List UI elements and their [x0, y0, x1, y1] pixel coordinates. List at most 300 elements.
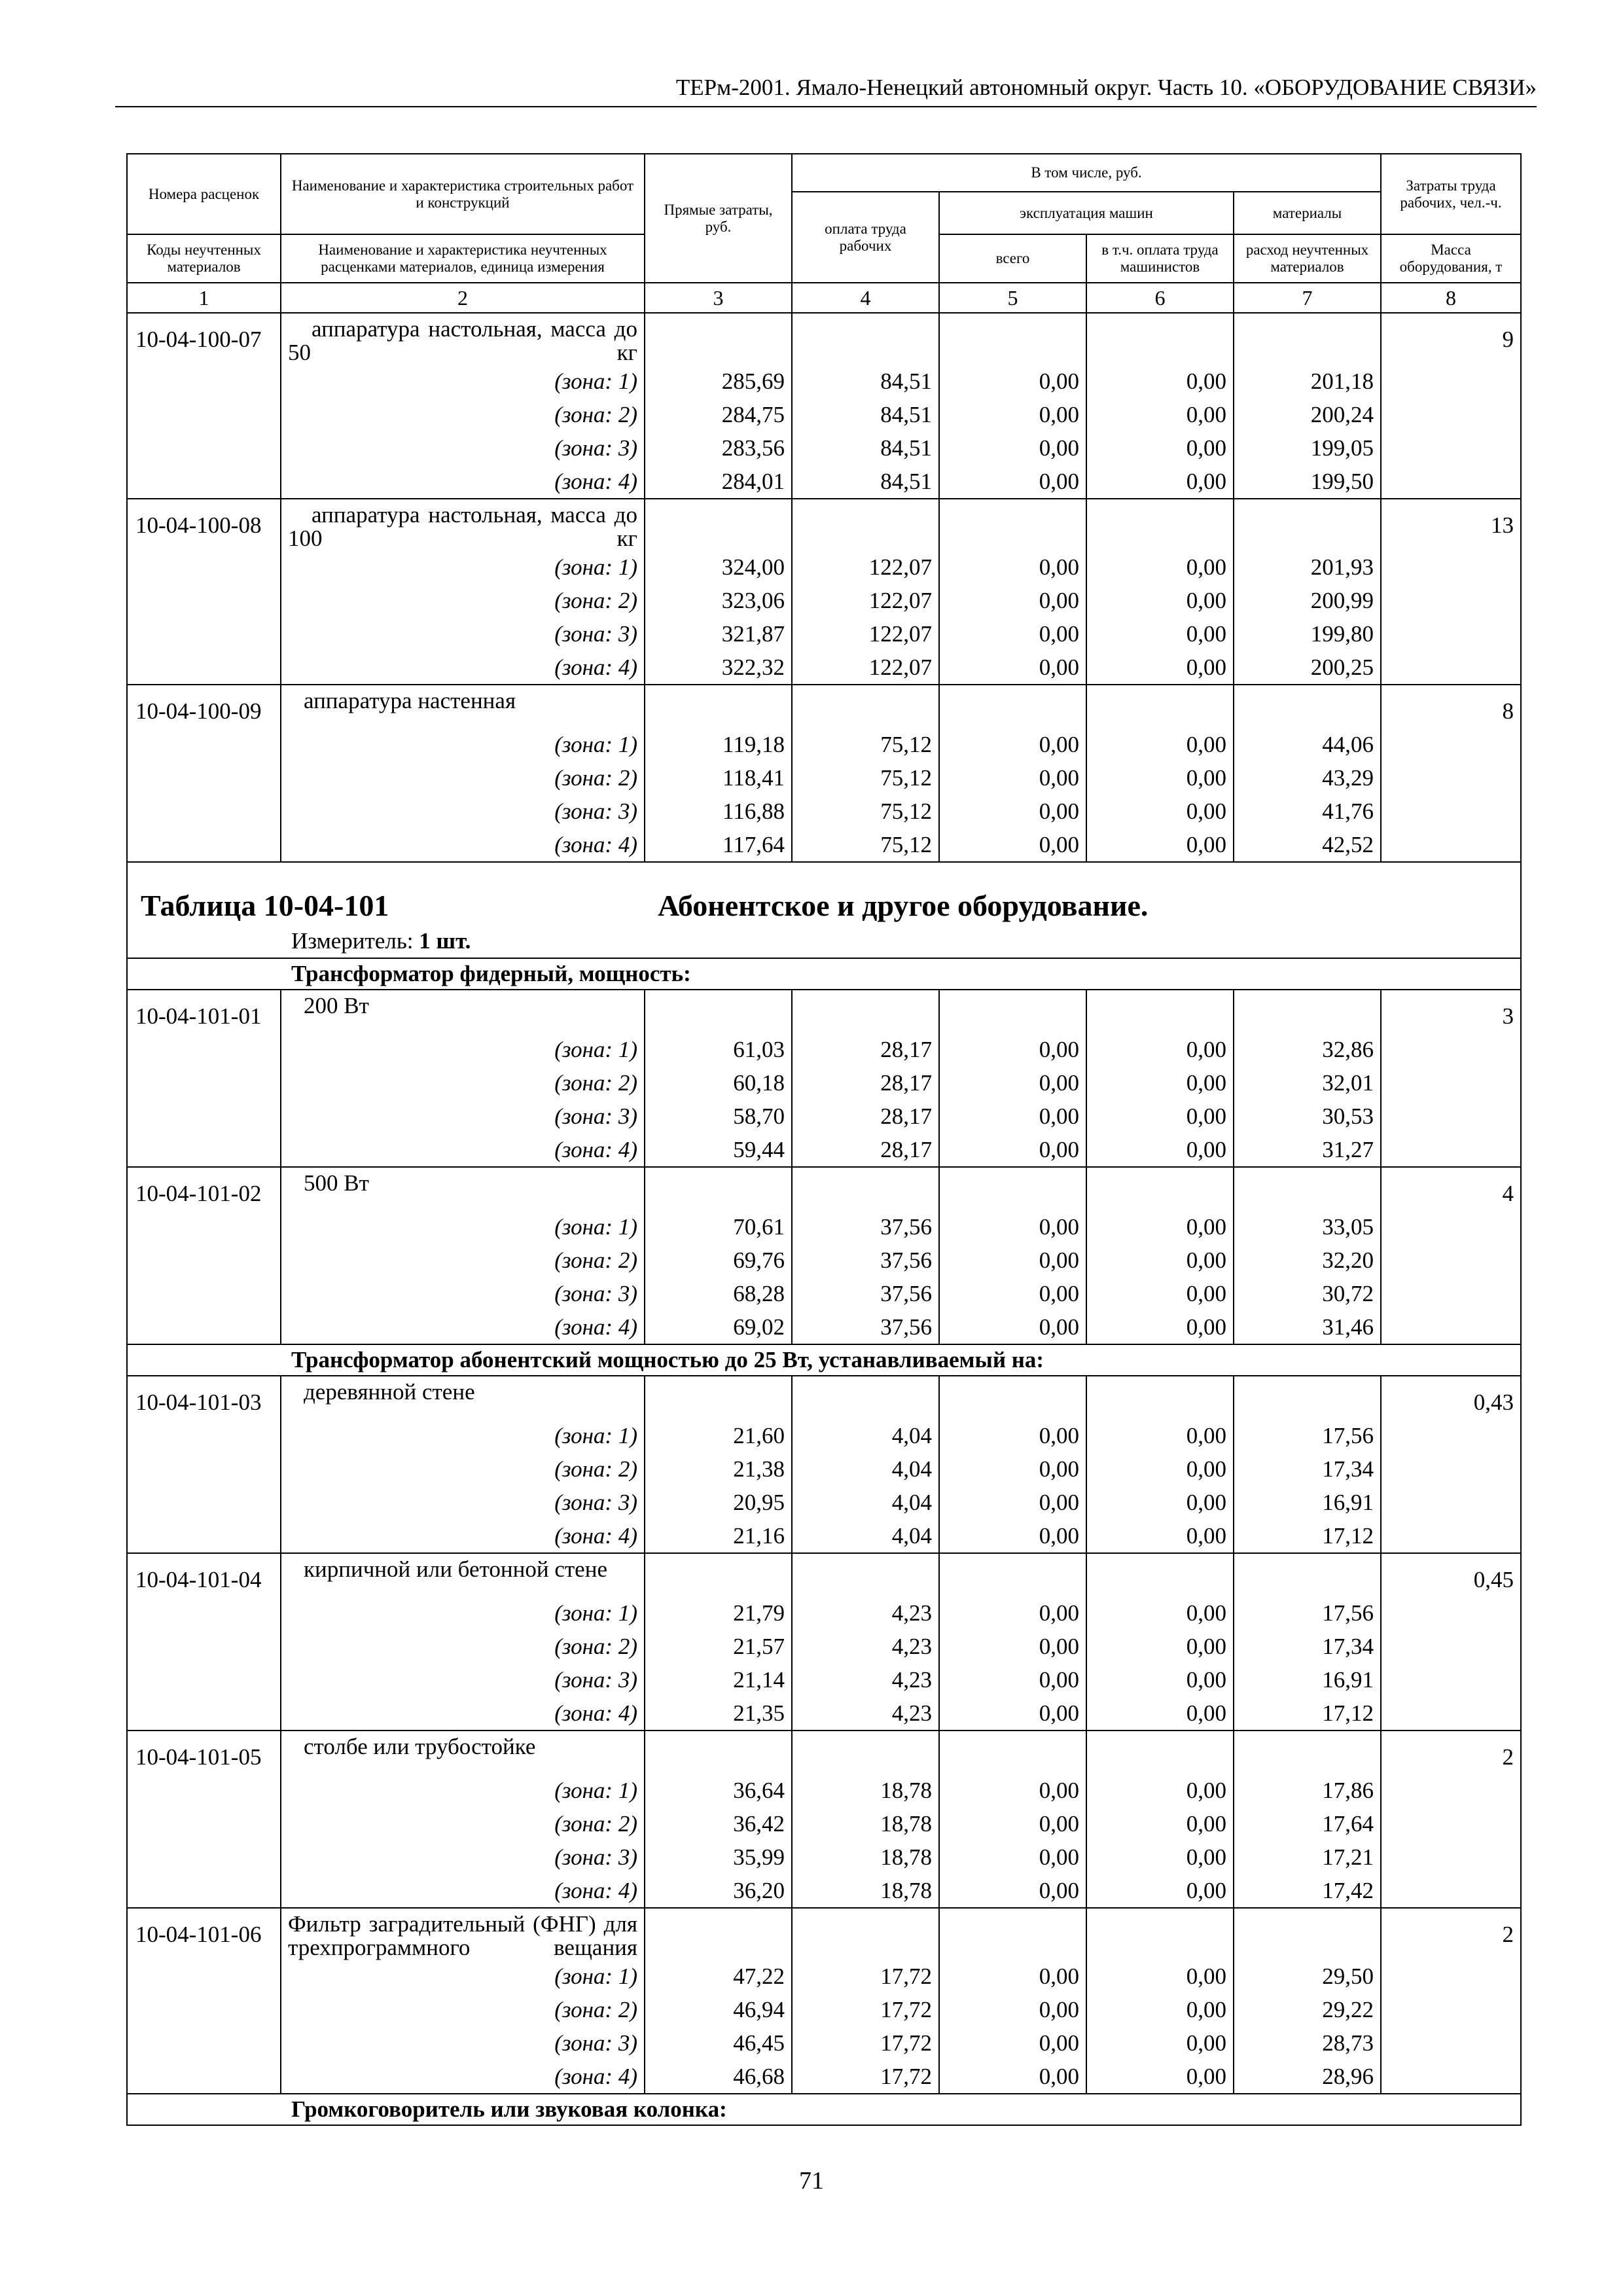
empty-cell: [127, 1310, 281, 1344]
machines-pay: 0,00: [1086, 431, 1234, 465]
empty-cell: [645, 499, 792, 550]
zone-label: (зона: 1): [281, 1419, 645, 1452]
direct-costs: 322,32: [645, 651, 792, 685]
zone-label: (зона: 4): [281, 1133, 645, 1167]
col-material-codes: Коды неучтенных материалов: [127, 234, 281, 283]
labor-pay: 122,07: [792, 584, 939, 617]
empty-cell: [1381, 584, 1521, 617]
materials: 41,76: [1234, 795, 1381, 828]
zone-label: (зона: 4): [281, 1874, 645, 1908]
labor-pay: 28,17: [792, 1033, 939, 1066]
direct-costs: 68,28: [645, 1277, 792, 1310]
direct-costs: 21,16: [645, 1519, 792, 1553]
labor-costs: 0,45: [1381, 1553, 1521, 1596]
machines-total: 0,00: [939, 617, 1086, 651]
materials: 201,93: [1234, 550, 1381, 584]
zone-label: (зона: 2): [281, 1452, 645, 1486]
rate-code: 10-04-100-07: [127, 313, 281, 365]
labor-costs: 2: [1381, 1731, 1521, 1774]
empty-cell: [127, 465, 281, 499]
col-machines-pay: в т.ч. оплата труда машинистов: [1086, 234, 1234, 283]
empty-cell: [939, 313, 1086, 365]
empty-cell: [1381, 1630, 1521, 1663]
empty-cell: [1381, 1133, 1521, 1167]
direct-costs: 36,20: [645, 1874, 792, 1908]
zone-row: [127, 365, 1521, 398]
labor-pay: 75,12: [792, 761, 939, 795]
machines-pay: 0,00: [1086, 1960, 1234, 1993]
zone-row: [127, 1277, 1521, 1310]
rate-item-row: [127, 685, 1521, 728]
zone-row: [127, 1630, 1521, 1663]
materials: 17,42: [1234, 1874, 1381, 1908]
materials: 32,86: [1234, 1033, 1381, 1066]
machines-total: 0,00: [939, 1210, 1086, 1244]
empty-cell: [127, 651, 281, 685]
zone-label: (зона: 1): [281, 1033, 645, 1066]
empty-cell: [939, 1731, 1086, 1774]
empty-cell: [1381, 761, 1521, 795]
rate-name: аппаратура настольная, масса до 50 кг: [288, 316, 637, 365]
direct-costs: 61,03: [645, 1033, 792, 1066]
meter-label: Измеритель:: [291, 928, 414, 954]
labor-pay: 28,17: [792, 1133, 939, 1167]
machines-total: 0,00: [939, 2060, 1086, 2094]
materials: 44,06: [1234, 728, 1381, 761]
zone-row: [127, 1874, 1521, 1908]
machines-pay: 0,00: [1086, 1774, 1234, 1807]
machines-total: 0,00: [939, 728, 1086, 761]
machines-total: 0,00: [939, 550, 1086, 584]
empty-cell: [127, 550, 281, 584]
empty-cell: [1381, 1244, 1521, 1277]
materials: 30,72: [1234, 1277, 1381, 1310]
labor-pay: 4,04: [792, 1519, 939, 1553]
materials: 32,20: [1234, 1244, 1381, 1277]
empty-cell: [1381, 1840, 1521, 1874]
materials: 16,91: [1234, 1486, 1381, 1519]
labor-pay: 122,07: [792, 617, 939, 651]
empty-cell: [792, 1167, 939, 1210]
empty-cell: [127, 1663, 281, 1696]
empty-cell: [1234, 1731, 1381, 1774]
materials: 42,52: [1234, 828, 1381, 862]
empty-cell: [127, 398, 281, 431]
direct-costs: 284,75: [645, 398, 792, 431]
labor-pay: 4,04: [792, 1452, 939, 1486]
machines-pay: 0,00: [1086, 1244, 1234, 1277]
empty-cell: [645, 1167, 792, 1210]
direct-costs: 117,64: [645, 828, 792, 862]
empty-cell: [1381, 1277, 1521, 1310]
header-rule: [115, 106, 1537, 107]
machines-total: 0,00: [939, 1596, 1086, 1630]
empty-cell: [127, 728, 281, 761]
empty-cell: [127, 1066, 281, 1100]
materials: 16,91: [1234, 1663, 1381, 1696]
direct-costs: 321,87: [645, 617, 792, 651]
direct-costs: 20,95: [645, 1486, 792, 1519]
labor-pay: 28,17: [792, 1100, 939, 1133]
materials: 199,80: [1234, 617, 1381, 651]
column-number: 3: [645, 283, 792, 313]
empty-cell: [645, 1553, 792, 1596]
labor-costs: 3: [1381, 990, 1521, 1033]
zone-row: [127, 1663, 1521, 1696]
col-materials: материалы: [1234, 192, 1381, 234]
zone-label: (зона: 2): [281, 398, 645, 431]
empty-cell: [1086, 685, 1234, 728]
machines-total: 0,00: [939, 584, 1086, 617]
labor-costs: 4: [1381, 1167, 1521, 1210]
machines-pay: 0,00: [1086, 1066, 1234, 1100]
labor-pay: 84,51: [792, 365, 939, 398]
zone-row: [127, 761, 1521, 795]
empty-cell: [127, 1993, 281, 2026]
empty-cell: [1381, 1519, 1521, 1553]
column-number: 6: [1086, 283, 1234, 313]
zone-row: [127, 1133, 1521, 1167]
empty-cell: [1086, 1908, 1234, 1960]
empty-cell: [1234, 313, 1381, 365]
empty-cell: [1234, 990, 1381, 1033]
table-number: Таблица 10-04-101: [141, 889, 389, 922]
direct-costs: 324,00: [645, 550, 792, 584]
zone-label: (зона: 3): [281, 795, 645, 828]
direct-costs: 69,76: [645, 1244, 792, 1277]
zone-label: (зона: 1): [281, 1596, 645, 1630]
labor-pay: 4,23: [792, 1596, 939, 1630]
empty-cell: [792, 990, 939, 1033]
direct-costs: 70,61: [645, 1210, 792, 1244]
zone-row: [127, 795, 1521, 828]
rate-item-row: [127, 1376, 1521, 1419]
rate-code: 10-04-100-09: [127, 685, 281, 728]
machines-pay: 0,00: [1086, 1277, 1234, 1310]
machines-total: 0,00: [939, 1486, 1086, 1519]
machines-total: 0,00: [939, 1993, 1086, 2026]
zone-row: [127, 550, 1521, 584]
empty-cell: [127, 1874, 281, 1908]
empty-cell: [127, 584, 281, 617]
machines-total: 0,00: [939, 431, 1086, 465]
col-materials-usage: расход неучтенных материалов: [1234, 234, 1381, 283]
empty-cell: [127, 1033, 281, 1066]
col-labor-costs: Затраты труда рабочих, чел.-ч.: [1381, 154, 1521, 234]
labor-pay: 17,72: [792, 1993, 939, 2026]
zone-label: (зона: 3): [281, 2026, 645, 2060]
empty-cell: [1381, 1310, 1521, 1344]
empty-cell: [1234, 1553, 1381, 1596]
direct-costs: 46,94: [645, 1993, 792, 2026]
machines-total: 0,00: [939, 1840, 1086, 1874]
zone-label: (зона: 2): [281, 1993, 645, 2026]
empty-cell: [939, 1908, 1086, 1960]
zone-row: [127, 1807, 1521, 1840]
machines-pay: 0,00: [1086, 761, 1234, 795]
col-labor-pay: оплата труда рабочих: [792, 192, 939, 283]
machines-total: 0,00: [939, 1807, 1086, 1840]
empty-cell: [1381, 1874, 1521, 1908]
labor-pay: 4,23: [792, 1663, 939, 1696]
empty-cell: [939, 1167, 1086, 1210]
empty-cell: [1381, 1486, 1521, 1519]
empty-cell: [1086, 1731, 1234, 1774]
zone-row: [127, 617, 1521, 651]
machines-pay: 0,00: [1086, 1033, 1234, 1066]
labor-pay: 4,23: [792, 1696, 939, 1731]
machines-pay: 0,00: [1086, 550, 1234, 584]
machines-pay: 0,00: [1086, 1133, 1234, 1167]
empty-cell: [645, 1376, 792, 1419]
machines-pay: 0,00: [1086, 1100, 1234, 1133]
machines-pay: 0,00: [1086, 795, 1234, 828]
direct-costs: 116,88: [645, 795, 792, 828]
machines-total: 0,00: [939, 1630, 1086, 1663]
direct-costs: 46,45: [645, 2026, 792, 2060]
machines-total: 0,00: [939, 1244, 1086, 1277]
direct-costs: 21,35: [645, 1696, 792, 1731]
empty-cell: [1234, 1908, 1381, 1960]
machines-pay: 0,00: [1086, 728, 1234, 761]
zone-label: (зона: 3): [281, 1663, 645, 1696]
machines-total: 0,00: [939, 398, 1086, 431]
empty-cell: [127, 1419, 281, 1452]
empty-cell: [127, 1486, 281, 1519]
empty-cell: [1381, 828, 1521, 862]
rate-name-cell: [281, 1167, 645, 1210]
machines-pay: 0,00: [1086, 2026, 1234, 2060]
empty-cell: [1381, 728, 1521, 761]
empty-cell: [1381, 431, 1521, 465]
materials: 200,99: [1234, 584, 1381, 617]
zone-row: [127, 828, 1521, 862]
machines-pay: 0,00: [1086, 617, 1234, 651]
machines-pay: 0,00: [1086, 1419, 1234, 1452]
labor-pay: 18,78: [792, 1840, 939, 1874]
zone-row: [127, 651, 1521, 685]
materials: 28,96: [1234, 2060, 1381, 2094]
rate-name: столбе или трубостойке: [304, 1734, 536, 1759]
empty-cell: [1381, 1774, 1521, 1807]
materials: 17,12: [1234, 1696, 1381, 1731]
empty-cell: [792, 685, 939, 728]
group-heading: Трансформатор фидерный, мощность:: [127, 958, 1521, 990]
empty-cell: [645, 990, 792, 1033]
table-title: Абонентское и другое оборудование.: [658, 889, 1149, 922]
empty-cell: [1381, 365, 1521, 398]
empty-cell: [127, 1960, 281, 1993]
empty-cell: [127, 1452, 281, 1486]
col-machines-total: всего: [939, 234, 1086, 283]
materials: 17,64: [1234, 1807, 1381, 1840]
machines-total: 0,00: [939, 1452, 1086, 1486]
machines-total: 0,00: [939, 1663, 1086, 1696]
direct-costs: 21,57: [645, 1630, 792, 1663]
materials: 17,56: [1234, 1596, 1381, 1630]
zone-row: [127, 1960, 1521, 1993]
rate-item-row: [127, 990, 1521, 1033]
materials: 201,18: [1234, 365, 1381, 398]
empty-cell: [1381, 1663, 1521, 1696]
labor-pay: 18,78: [792, 1807, 939, 1840]
zone-label: (зона: 1): [281, 728, 645, 761]
empty-cell: [1381, 1100, 1521, 1133]
machines-total: 0,00: [939, 1774, 1086, 1807]
direct-costs: 36,64: [645, 1774, 792, 1807]
empty-cell: [127, 1774, 281, 1807]
rate-item-row: [127, 1908, 1521, 1960]
rate-name-cell: [281, 1553, 645, 1596]
machines-total: 0,00: [939, 2026, 1086, 2060]
machines-pay: 0,00: [1086, 1310, 1234, 1344]
machines-total: 0,00: [939, 1519, 1086, 1553]
empty-cell: [1381, 550, 1521, 584]
zone-row: [127, 1596, 1521, 1630]
zone-label: (зона: 3): [281, 431, 645, 465]
empty-cell: [1381, 1696, 1521, 1731]
empty-cell: [792, 499, 939, 550]
labor-pay: 37,56: [792, 1310, 939, 1344]
labor-pay: 4,23: [792, 1630, 939, 1663]
labor-pay: 75,12: [792, 828, 939, 862]
empty-cell: [1381, 1066, 1521, 1100]
labor-costs: 0,43: [1381, 1376, 1521, 1419]
column-number: 4: [792, 283, 939, 313]
labor-costs: 2: [1381, 1908, 1521, 1960]
direct-costs: 36,42: [645, 1807, 792, 1840]
zone-row: [127, 431, 1521, 465]
col-work-name: Наименование и характеристика строительных работ и конструкций: [281, 154, 645, 234]
labor-pay: 4,04: [792, 1486, 939, 1519]
rate-name-cell: [281, 685, 645, 728]
machines-pay: 0,00: [1086, 584, 1234, 617]
empty-cell: [645, 1908, 792, 1960]
empty-cell: [127, 2060, 281, 2094]
zone-row: [127, 1419, 1521, 1452]
col-material-names: Наименование и характеристика неучтенных расценками материалов, единица измерения: [281, 234, 645, 283]
zone-label: (зона: 4): [281, 1519, 645, 1553]
direct-costs: 21,79: [645, 1596, 792, 1630]
zone-label: (зона: 4): [281, 1696, 645, 1731]
machines-total: 0,00: [939, 828, 1086, 862]
rate-name: 200 Вт: [304, 993, 369, 1018]
page-number: 71: [799, 2167, 824, 2195]
zone-label: (зона: 4): [281, 828, 645, 862]
zone-label: (зона: 3): [281, 617, 645, 651]
machines-pay: 0,00: [1086, 1663, 1234, 1696]
zone-label: (зона: 2): [281, 761, 645, 795]
rate-code: 10-04-101-01: [127, 990, 281, 1033]
direct-costs: 60,18: [645, 1066, 792, 1100]
labor-pay: 122,07: [792, 651, 939, 685]
empty-cell: [1086, 499, 1234, 550]
section-subscriber-transformers: [127, 1376, 1521, 2094]
rate-name: аппаратура настольная, масса до 100 кг: [288, 502, 637, 551]
machines-pay: 0,00: [1086, 1874, 1234, 1908]
empty-cell: [792, 1376, 939, 1419]
labor-pay: 37,56: [792, 1244, 939, 1277]
empty-cell: [127, 1277, 281, 1310]
empty-cell: [127, 1696, 281, 1731]
empty-cell: [127, 1840, 281, 1874]
empty-cell: [939, 990, 1086, 1033]
empty-cell: [127, 828, 281, 862]
direct-costs: 283,56: [645, 431, 792, 465]
direct-costs: 21,14: [645, 1663, 792, 1696]
materials: 200,24: [1234, 398, 1381, 431]
zone-label: (зона: 4): [281, 465, 645, 499]
empty-cell: [127, 1210, 281, 1244]
rate-name: кирпичной или бетонной стене: [304, 1556, 607, 1582]
empty-cell: [792, 1553, 939, 1596]
col-mass: Масса оборудования, т: [1381, 234, 1521, 283]
labor-pay: 18,78: [792, 1874, 939, 1908]
materials: 17,86: [1234, 1774, 1381, 1807]
zone-label: (зона: 1): [281, 1960, 645, 1993]
empty-cell: [127, 617, 281, 651]
zone-label: (зона: 2): [281, 1807, 645, 1840]
rate-name-cell: [281, 499, 645, 550]
empty-cell: [127, 795, 281, 828]
machines-pay: 0,00: [1086, 398, 1234, 431]
empty-cell: [127, 1244, 281, 1277]
machines-pay: 0,00: [1086, 365, 1234, 398]
rate-name: аппаратура настенная: [304, 688, 516, 713]
zone-label: (зона: 2): [281, 1630, 645, 1663]
machines-total: 0,00: [939, 761, 1086, 795]
zone-row: [127, 1840, 1521, 1874]
machines-pay: 0,00: [1086, 1519, 1234, 1553]
machines-pay: 0,00: [1086, 1596, 1234, 1630]
labor-pay: 28,17: [792, 1066, 939, 1100]
zone-label: (зона: 1): [281, 1774, 645, 1807]
labor-pay: 84,51: [792, 398, 939, 431]
rate-name-cell: [281, 990, 645, 1033]
zone-row: [127, 1100, 1521, 1133]
machines-total: 0,00: [939, 1960, 1086, 1993]
labor-pay: 75,12: [792, 795, 939, 828]
materials: 33,05: [1234, 1210, 1381, 1244]
empty-cell: [1086, 1167, 1234, 1210]
direct-costs: 284,01: [645, 465, 792, 499]
zone-row: [127, 1486, 1521, 1519]
machines-total: 0,00: [939, 1310, 1086, 1344]
zone-row: [127, 2026, 1521, 2060]
empty-cell: [645, 313, 792, 365]
group-heading: Громкоговоритель или звуковая колонка:: [127, 2094, 1521, 2125]
empty-cell: [127, 1630, 281, 1663]
rate-name-cell: [281, 1376, 645, 1419]
meter-value: 1 шт.: [419, 928, 471, 954]
empty-cell: [939, 1376, 1086, 1419]
empty-cell: [792, 1908, 939, 1960]
direct-costs: 323,06: [645, 584, 792, 617]
labor-pay: 4,04: [792, 1419, 939, 1452]
direct-costs: 46,68: [645, 2060, 792, 2094]
empty-cell: [1086, 1553, 1234, 1596]
empty-cell: [1381, 617, 1521, 651]
materials: 43,29: [1234, 761, 1381, 795]
rate-code: 10-04-101-04: [127, 1553, 281, 1596]
machines-total: 0,00: [939, 1874, 1086, 1908]
column-number: 8: [1381, 283, 1521, 313]
materials: 31,46: [1234, 1310, 1381, 1344]
empty-cell: [1234, 1376, 1381, 1419]
empty-cell: [1381, 1419, 1521, 1452]
machines-total: 0,00: [939, 1133, 1086, 1167]
materials: 17,21: [1234, 1840, 1381, 1874]
